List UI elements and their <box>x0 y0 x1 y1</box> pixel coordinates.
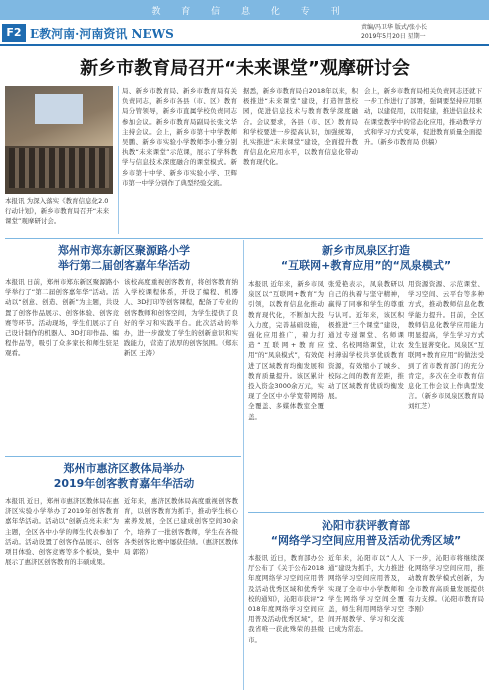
masthead <box>0 20 489 46</box>
fq-headline <box>248 243 484 273</box>
fq-article-col1: 本报讯 近年来，新乡市凤泉区以“互联网+教育”为引领，以教育信息化推动教育现代化，不断加大投入力度，完善基础设施，强化应用推广，着力打造“互联网+教育应用”的“凤泉模式”，有效促进了区域教育均衡发展和教育质量提升。该区累计投入资金3000余万元，实现了全区中小学宽带网络全覆盖、多媒体教室全覆盖。 <box>248 280 324 421</box>
masthead-meta <box>361 23 481 41</box>
masthead-tagline: 教 育 信 息 化 专 刊 <box>151 7 349 17</box>
zz-headline <box>5 243 243 273</box>
zz-headline-line2: 举行第二届创客嘉年华活动 <box>58 259 190 272</box>
fq-article-col2: 张爱艳表示，凤泉教研以自己的执着与坚守精神，赢得了同事和学生的尊重与认可。近年来，该区积极推进“三个课堂”建设，通过专递课堂、名师课堂、名校网络课堂，让农村薄弱学校共享优质教育资源，有效缩小了城乡、校际之间的教育差距，推动了区域教育优质均衡发展。 <box>328 280 404 401</box>
section-divider <box>5 238 483 239</box>
column-divider <box>243 240 244 690</box>
photo-audience <box>9 148 109 188</box>
zz2-headline-line2: 2019年创客教育嘉年华活动 <box>53 477 195 490</box>
top-band <box>0 0 489 20</box>
section-divider <box>5 456 241 457</box>
zz-article-col1: 本报讯 日前，郑州市郑东新区聚源路小学举行了“第二届创客嘉年华”活动。活动以“创意、创造、创新”为主题，共设置了创客作品展示、创客体验、创客竞赛等环节。活动现场，学生们展示了自己设计制作的机器人、3D打印作品、编程作品等，吸引了众多家长和师生驻足观看。 <box>5 278 119 358</box>
zz-headline-line1: 郑州市郑东新区聚源路小学 <box>58 244 190 257</box>
photo-screen <box>35 94 83 124</box>
zz2-headline <box>5 461 243 491</box>
ql-article-col3: 下一步，沁阳市将继续深化网络学习空间应用，推动教育教学模式创新，为全市教育高质量发展提供有力支撑。（沁阳市教育局 李刚） <box>408 554 484 614</box>
main-article-col1: 局、新乡市教育局、新乡市教育局有关负责同志，新乡市各县（市、区）教育局分管领导，新乡市直属学校负责同志参加会议。新乡市教育局副局长张文华主持会议。会上，新乡市第十中学教师吴鹏、新乡市实验小学教师李小雅分别执教“未来课堂”示范课，展示了学科教学与信息技术深度融合的课堂模式。新乡市第十中学、新乡市实验小学、卫辉市第一中学分别作了典型经验交流。 <box>122 87 237 187</box>
main-article-col3: 会上，新乡市教育局相关负责同志还就下一步工作进行了部署，强调要坚持应用驱动，以建促用，以用促建，推进信息技术在课堂教学中的常态化应用，推动教学方式和学习方式变革，促进教育质量全面提升。（新乡市教育局 供稿） <box>364 87 482 147</box>
fq-headline-line2: “互联网+教育应用”的“凤泉模式” <box>280 259 452 272</box>
main-article-col2: 据悉，新乡市教育局自2018年以来，积极推进“未来课堂”建设，打造智慧校园，促进信息技术与教育教学深度融合。会议要求，各县（市、区）教育局和学校要进一步提高认识，加强统筹，扎实推进“未来课堂”建设，全面提升教育信息化应用水平，以教育信息化带动教育现代化。 <box>243 87 358 167</box>
section-divider <box>248 512 484 513</box>
main-headline: 新乡市教育局召开“未来课堂”观摩研讨会 <box>80 58 410 79</box>
section-title: E教河南·河南资讯 NEWS <box>30 27 174 41</box>
zz2-headline-line1: 郑州市惠济区教体局举办 <box>63 462 185 475</box>
ql-headline-line2: “网络学习空间应用普及活动优秀区域” <box>270 534 462 547</box>
page-number-badge: F2 <box>2 24 26 42</box>
ql-headline <box>248 518 484 548</box>
zz-article-col2: 该校高度重视创客教育，将创客教育纳入学校课程体系，开设了编程、机器人、3D打印等创客课程，配备了专业的创客教师和创客空间，为学生提供了良好的学习和实践平台。此次活动的举办，进一步激发了学生的创新意识和实践能力，营造了浓厚的创客氛围。（郑东新区 王涛） <box>124 278 238 358</box>
editor-line: 责编/冯卫华 版式/张小长 <box>361 24 427 31</box>
ql-headline-line1: 沁阳市获评教育部 <box>322 519 410 532</box>
conference-photo <box>5 86 113 194</box>
photo-caption: 本报讯 为深入落实《教育信息化2.0行动计划》，新乡市教育局召开“未来课堂”观摩研讨会。 <box>5 197 110 225</box>
date-line: 2019年5月20日 星期一 <box>361 33 426 40</box>
zz2-article-col2: 近年来，惠济区教体局高度重视创客教育，以创客教育为抓手，推动学生核心素养发展，全区已建成创客空间30余个，培养了一批创客教师，学生在各级各类创客比赛中屡获佳绩。（惠济区教体局 郭铭） <box>124 497 238 557</box>
ql-article-col1: 本报讯 近日，教育部办公厅公布了《关于公布2018年度网络学习空间应用普及活动优秀区域和优秀学校的通知》，沁阳市获评“2018年度网络学习空间应用普及活动优秀区域”，是我省唯一获此殊荣的县级市。 <box>248 554 324 644</box>
column-divider <box>118 86 119 234</box>
fq-headline-line1: 新乡市凤泉区打造 <box>322 244 410 257</box>
ql-article-col2: 近年来，沁阳市以“人人通”建设为抓手，大力推进网络学习空间应用普及，实现了全市中小学教师和学生网络学习空间全覆盖，师生利用网络学习空间开展教学、学习和交流已成为常态。 <box>328 554 404 634</box>
zz2-article-col1: 本报讯 近日，郑州市惠济区教体局在惠济区实验小学举办了2019年创客教育嘉年华活动。活动以“创新点亮未来”为主题，全区各中小学的师生代表参加了活动。活动设置了创客作品展示、创客项目体验、创客竞赛等多个板块，集中展示了惠济区创客教育的丰硕成果。 <box>5 497 119 567</box>
fq-article-col3: 用资源资源、示范课堂、学习空间、云平台等多种方式，推动教师信息化教学能力提升。目前，全区教师信息化教学应用能力明显提高，学生学习方式发生显著变化。凤泉区“互联网+教育应用”的做法受到了省市教育部门的充分肯定，多次在全市教育信息化工作会议上作典型发言。（新乡市凤泉区教育局 刘红芝） <box>408 280 484 411</box>
